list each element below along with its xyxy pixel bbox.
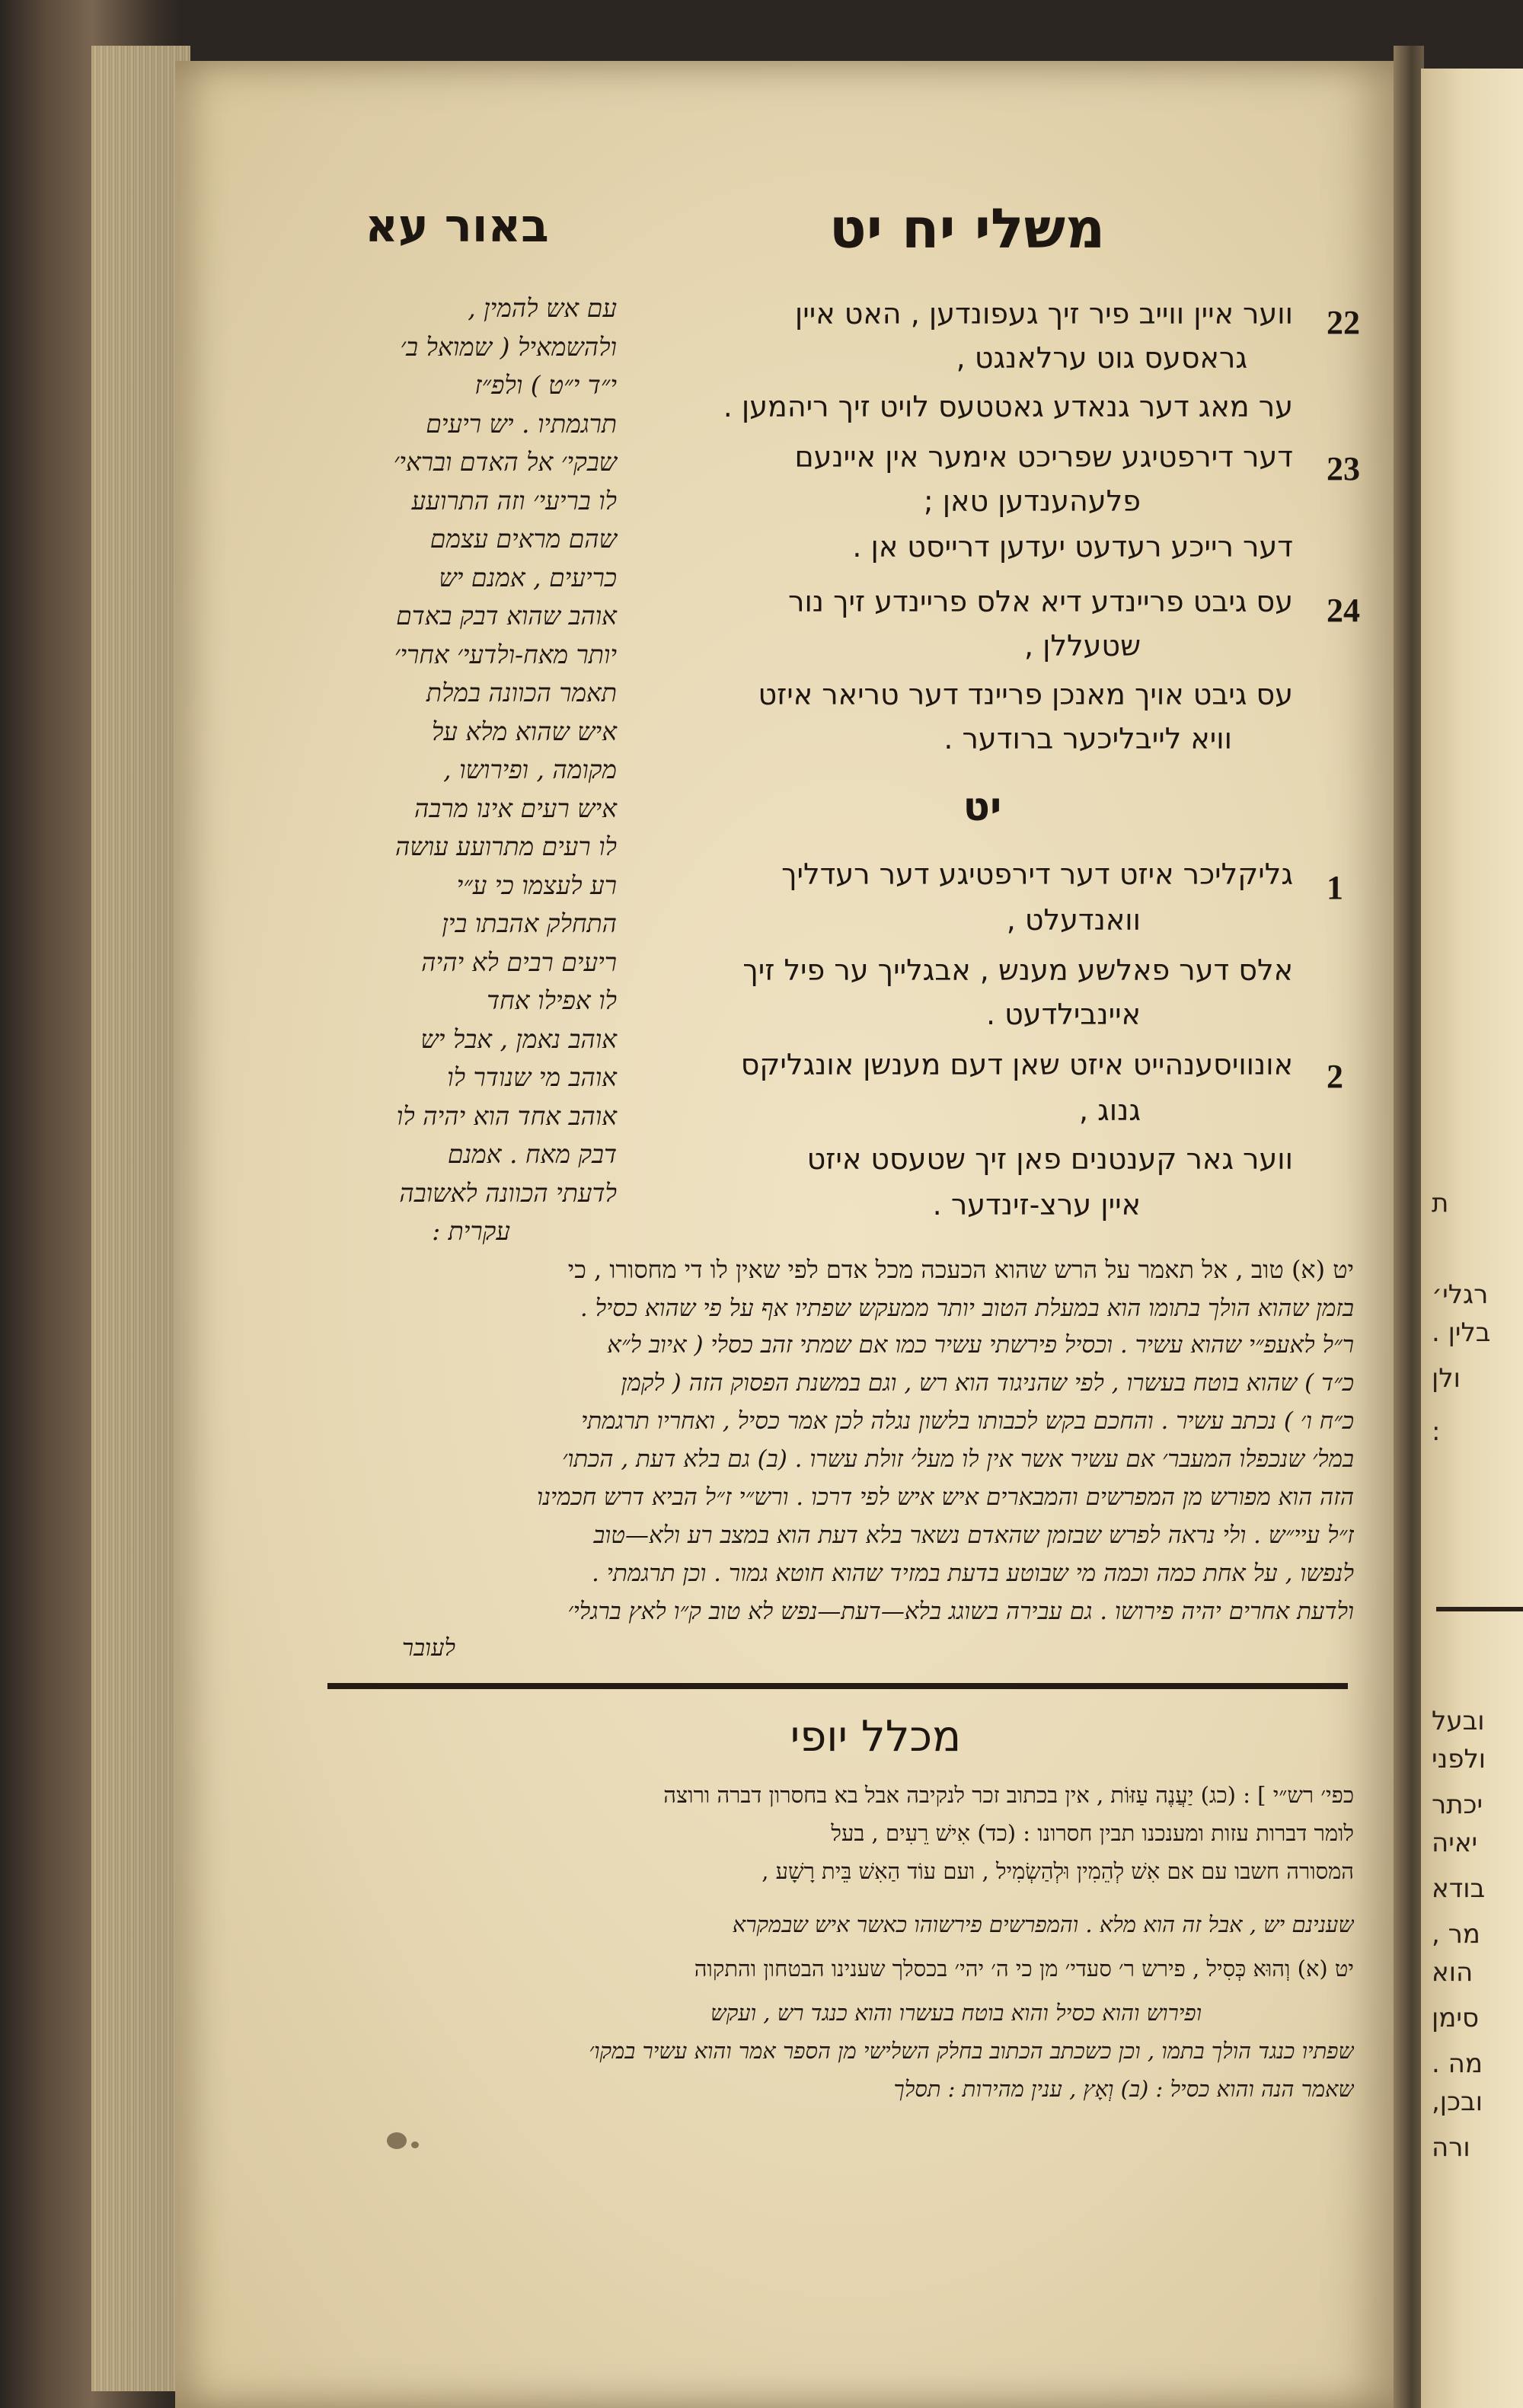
biur-line: איש רעים אינו מרבה xyxy=(413,793,617,823)
right-fragment: יכתר xyxy=(1432,1790,1483,1820)
biur-side-column xyxy=(312,289,617,1251)
mikhlal-yofi-title: מכלל יופי xyxy=(790,1712,962,1761)
biur-line: כריעים , אמנם יש xyxy=(439,562,617,592)
section-divider xyxy=(327,1683,1348,1689)
chapter-heading: יט xyxy=(963,784,1002,830)
verse-line: גליקליכר איזט דער דירפטיגע דער רעדליך xyxy=(781,857,1293,891)
biur-note-line: ולדעת אחרים יהיה פירושו . גם עבירה בשוגג בלא—דעת—נפש לא טוב ק״ו לאץ ברגלי׳ xyxy=(567,1598,1354,1625)
mikhlal-line: כפי׳ רש״י ] : (כג) יַעֲנֶה עַזּוֹת , אין בכתוב זכר לנקיבה אבל בא בחסרון דברה ורוצה xyxy=(663,1782,1354,1808)
biur-line: אוהב נאמן , אבל יש xyxy=(420,1024,617,1054)
book-gutter xyxy=(1394,46,1424,2408)
right-fragment: הוא xyxy=(1432,1957,1474,1988)
verse-line: עס גיבט פריינדע דיא אלס פריינדע זיך נור xyxy=(788,585,1293,618)
verse-line: פלעהענדען טאן ; xyxy=(923,484,1141,518)
right-fragment: בודא xyxy=(1432,1873,1486,1904)
verse-line: דער דירפטיגע שפריכט אימער אין איינעם xyxy=(794,440,1293,474)
right-rule xyxy=(1436,1607,1523,1611)
mikhlal-line: יט (א) וְהוּא כְּסִיל , פירש ר׳ סעדי׳ מן כי ה׳ יהי׳ בכסלך שענינו הבטחון והתקוה xyxy=(694,1956,1354,1982)
verse-line: גראסעס גוט ערלאנגט , xyxy=(956,341,1247,375)
biur-line: לו רעים מתרועע עושה xyxy=(395,832,617,861)
biur-line: רע לעצמו כי ע״י xyxy=(456,870,617,900)
verse-line: אלס דער פאלשע מענש , אבגלייך ער פיל זיך xyxy=(742,953,1293,987)
biur-note-line: יט (א) טוב , אל תאמר על הרש שהוא הכעכה מכל אדם לפי שאין לו די מחסורו , כי xyxy=(567,1255,1354,1284)
biur-line: לו בריעי׳ וזה התרועע xyxy=(411,485,617,516)
biur-line: אוהב שהוא דבק באדם xyxy=(396,601,617,631)
biur-title: באור עא xyxy=(365,200,549,253)
right-fragment: ולפני xyxy=(1432,1744,1486,1774)
mikhlal-line: לומר דברות עזות ומענכנו תבין חסרונו : (כד) אִישׁ רֵעִים , בעל xyxy=(831,1820,1354,1846)
ink-stain xyxy=(387,2132,407,2149)
mikhlal-line: המסורה חשבו עם אם אִשׁ לְהֵמִין וּלְהַשְׂמִיל , ועם עוֹד הַאִשׁ בֵּית רָשָׁע , xyxy=(762,1858,1354,1884)
biur-line: לדעתי הכוונה לאשובה xyxy=(399,1177,617,1208)
verse-line: וויא לייבליכער ברודער . xyxy=(943,722,1232,755)
verse-number: 1 xyxy=(1327,869,1343,906)
biur-line: תאמר הכוונה במלת xyxy=(426,678,617,707)
right-fragment: סימן xyxy=(1432,2003,1480,2033)
biur-note-line: לנפשו , על אחת כמה וכמה מי שבוטע בדעת במזיד שהוא חוטא גמור . וכן תרגמתי . xyxy=(592,1560,1354,1587)
verse-line: אונוויסענהייט איזט שאן דעם מענשן אונגליקס xyxy=(740,1048,1293,1081)
biur-note-line: הזה הוא מפורש מן המפרשים והמבארים איש איש לפי דרכו . ורש״י ז״ל הביא דרש חכמינו xyxy=(537,1483,1354,1511)
verse-line: גנוג , xyxy=(1078,1094,1141,1127)
mikhlal-line: שאמר הנה והוא כסיל : (ב) וְאָץ , ענין מהירות : תסלך xyxy=(893,2076,1354,2102)
ink-stain xyxy=(411,2141,419,2148)
biur-line: ריעים רבים לא יהיה xyxy=(421,947,617,977)
right-fragment: ת xyxy=(1432,1188,1449,1218)
right-page-edge xyxy=(1421,69,1523,2408)
verse-line: ווער איין ווייב פיר זיך געפונדען , האט איין xyxy=(794,297,1293,331)
biur-line: דבק מאח . אמנם xyxy=(447,1139,617,1169)
verse-line: איין ערצ-זינדער . xyxy=(932,1188,1141,1222)
biur-note-line: כ״ד ) שהוא בוטח בעשרו , לפי שהניגוד הוא רש , וגם במשנת הפסוק הזה ( לקמן xyxy=(621,1369,1354,1397)
biur-line: עם אש להמין , xyxy=(468,293,617,323)
biur-line: ולהשמאיל ( שמואל ב׳ xyxy=(400,331,617,362)
biur-note-line: בזמן שהוא הולך בתומו הוא במעלת הטוב יותר ממעקש שפתיו אף על פי שהוא כסיל . xyxy=(580,1295,1354,1322)
verse-number: 2 xyxy=(1327,1058,1343,1095)
mikhlal-line: שפתיו כנגד הולך בתמו , וכן כשכתב הכתוב בחלק השלישי מן הספר אמר והוא עשיר במקו׳ xyxy=(589,2038,1354,2064)
biur-line: לו אפילו אחד xyxy=(487,985,617,1015)
biur-note-line: לעובר xyxy=(401,1634,455,1662)
verse-line: דער רייכע רעדעט יעדען דרייסט אן . xyxy=(852,530,1293,564)
right-fragment: מה . xyxy=(1432,2049,1483,2079)
biur-line: אוהב אחד הוא יהיה לו xyxy=(396,1100,617,1131)
right-fragment: ובעל xyxy=(1432,1706,1485,1736)
right-fragment: ובכן, xyxy=(1432,2087,1483,2117)
right-fragment: בלין . xyxy=(1432,1317,1491,1348)
biur-note-line: ז״ל עיי״ש . ולי נראה לפרש שבזמן שהאדם נשאר בלא דעת הוא במצב רע ולא—טוב xyxy=(593,1522,1354,1549)
mikhlal-line: ופירוש והוא כסיל והוא בוטח בעשרו והוא כנגד רש , ועקש xyxy=(710,2000,1202,2026)
biur-line: יותר מאח-ולדעי׳ אחרי׳ xyxy=(394,639,617,669)
verse-number: 23 xyxy=(1327,450,1360,487)
verse-line: עס גיבט אויך מאנכן פריינד דער טריאר איזט xyxy=(758,678,1293,711)
right-fragment: רגלי׳ xyxy=(1432,1279,1489,1310)
biur-note-line: ר״ל לאעפ״י שהוא עשיר . וכסיל פירשתי עשיר כמו אם שמתי זהב כסלי ( איוב ל״א xyxy=(607,1331,1354,1359)
verse-line: איינבילדעט . xyxy=(985,998,1141,1031)
biur-note-line: כ״ח ו׳ ) נכתב עשיר . והחכם בקש לכבותו בלשון נגלה לכן אמר כסיל , ואחריו תרגמתי xyxy=(581,1407,1354,1435)
biur-line: תרגמתיו . יש ריעים xyxy=(426,408,617,439)
verse-number: 24 xyxy=(1327,592,1360,629)
biur-line: שבקי׳ אל האדם ובראי׳ xyxy=(393,447,617,477)
biur-line: שהם מראים עצמם xyxy=(429,524,617,554)
verse-number: 22 xyxy=(1327,304,1360,341)
verse-line: שטעללן , xyxy=(1023,629,1141,663)
verse-line: וואנדעלט , xyxy=(1006,903,1141,937)
right-fragment: : xyxy=(1432,1416,1441,1447)
verse-line: ווער גאר קענטנים פאן זיך שטעסט איזט xyxy=(806,1142,1293,1176)
biur-line: מקומה , ופירושו , xyxy=(443,755,617,784)
verse-line: ער מאג דער גנאדע גאטטעס לויט זיך ריהמען . xyxy=(723,390,1293,423)
biur-line: אוהב מי שנודר לו xyxy=(447,1062,617,1092)
biur-note-line: במל׳ שנכפלו המעבר׳ אם עשיר אשר אין לו מעל׳ זולת עשרו . (ב) גם בלא דעת , הכתו׳ xyxy=(562,1445,1354,1473)
right-fragment: ולן xyxy=(1432,1363,1461,1394)
biur-line: איש שהוא מלא על xyxy=(431,716,617,746)
right-fragment: מר , xyxy=(1432,1919,1480,1950)
right-fragment: יאיה xyxy=(1432,1828,1478,1858)
mikhlal-line: שענינם יש , אבל זה הוא מלא . והמפרשים פירשוהו כאשר איש שבמקרא xyxy=(732,1911,1354,1937)
biur-line: י״ד י״ט ) ולפ״ז xyxy=(474,370,617,400)
page-title: משלי יח יט xyxy=(829,196,1106,260)
biur-line: עקרית : xyxy=(432,1216,510,1246)
right-fragment: ורה xyxy=(1432,2132,1470,2163)
biur-line: התחלק אהבתו בין xyxy=(442,909,617,938)
